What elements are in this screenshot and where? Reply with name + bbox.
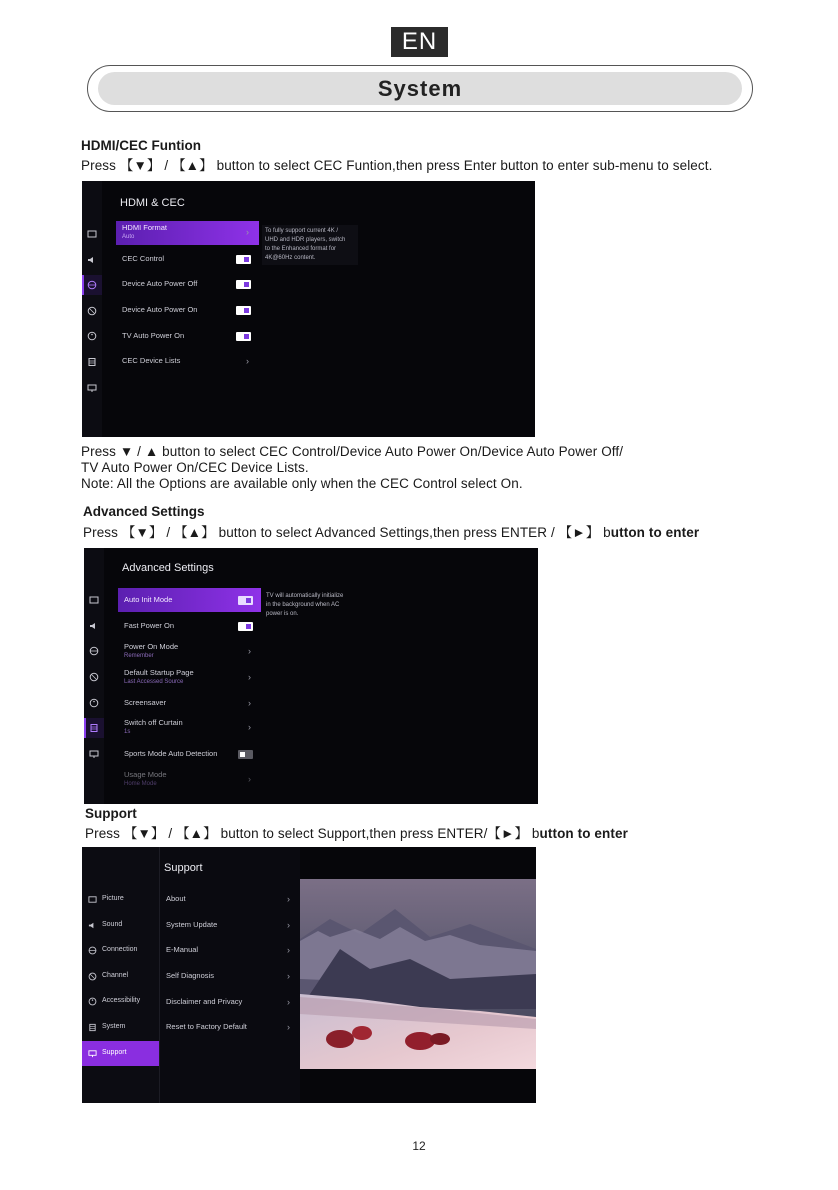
item-label: Device Auto Power On	[122, 305, 198, 314]
settings-sidebar	[82, 847, 159, 1103]
support-menu	[159, 847, 300, 1103]
hdmi-heading: HDMI/CEC Funtion	[81, 138, 201, 153]
item-label: Self Diagnosis	[166, 971, 214, 980]
picture-icon	[89, 595, 99, 605]
accessibility-icon	[87, 331, 97, 341]
item-label: Device Auto Power Off	[122, 279, 198, 288]
menu-item-tv-auto-power-on[interactable]	[116, 325, 259, 347]
chevron-right-icon: ›	[248, 722, 251, 732]
sidebar-item-label: Sound	[102, 921, 123, 928]
instruction-bold-part: utton to enter	[610, 525, 700, 540]
help-description: To fully support current 4K / UHD and HDR players, switch to the Enhanced format for 4K@60Hz content.	[262, 225, 358, 265]
menu-item-fast-power-on[interactable]	[118, 615, 261, 637]
support-instruction	[85, 822, 628, 842]
menu-item-default-startup-page[interactable]	[118, 666, 261, 688]
item-label: Fast Power On	[124, 621, 175, 630]
menu-item-device-auto-power-on[interactable]	[116, 299, 259, 321]
icon-rail	[84, 548, 104, 804]
sidebar-item-label: Accessibility	[102, 997, 141, 1004]
item-label: System Update	[166, 920, 218, 929]
item-label: Usage Mode	[124, 770, 167, 779]
channel-icon	[87, 306, 97, 316]
system-icon	[89, 723, 99, 733]
help-description: TV will automatically initialize in the background when AC power is on.	[266, 593, 344, 617]
picture-icon	[88, 895, 97, 904]
picture-icon	[87, 229, 97, 239]
accessibility-icon	[88, 997, 97, 1006]
hdmi-cec-screen	[82, 181, 535, 437]
system-icon	[88, 1023, 97, 1032]
menu-item-power-on-mode[interactable]	[118, 640, 261, 662]
panel-title: Advanced Settings	[122, 562, 214, 574]
sidebar-item-label: Picture	[102, 895, 124, 902]
menu-item-auto-init-mode[interactable]	[118, 588, 261, 612]
toggle-switch[interactable]	[236, 306, 251, 315]
sidebar-item-label: Channel	[102, 972, 129, 979]
item-value: Home Mode	[124, 781, 157, 787]
chevron-right-icon: ›	[287, 894, 290, 904]
menu-item-e-manual[interactable]	[160, 939, 300, 961]
chevron-right-icon: ›	[246, 356, 249, 366]
item-label: Auto Init Mode	[124, 595, 173, 604]
language-badge: EN	[391, 27, 448, 57]
sidebar-item-label: Support	[102, 1049, 127, 1056]
advanced-heading: Advanced Settings	[83, 504, 205, 519]
sound-icon	[87, 255, 97, 265]
item-label: Disclaimer and Privacy	[166, 997, 243, 1006]
sidebar-item-label: Connection	[102, 946, 138, 953]
sidebar-item-sound[interactable]	[82, 913, 159, 938]
hdmi-note: Note: All the Options are available only when the CEC Control select On.	[81, 476, 523, 491]
chevron-right-icon: ›	[287, 945, 290, 955]
chevron-right-icon: ›	[287, 971, 290, 981]
chevron-right-icon: ›	[246, 227, 249, 237]
toggle-switch[interactable]	[236, 255, 251, 264]
channel-icon	[88, 972, 97, 981]
sidebar-item-channel[interactable]	[82, 964, 159, 989]
item-value: Auto	[122, 234, 135, 240]
toggle-switch[interactable]	[236, 280, 251, 289]
sound-icon	[89, 621, 99, 631]
item-label: CEC Device Lists	[122, 356, 181, 365]
chevron-right-icon: ›	[248, 646, 251, 656]
item-value: Last Accessed Source	[124, 679, 184, 685]
sound-icon	[88, 921, 97, 930]
hdmi-after-line1: Press ▼ / ▲ button to select CEC Control/Device Auto Power On/Device Auto Power Off/	[81, 444, 624, 459]
accessibility-icon	[89, 698, 99, 708]
menu-item-usage-mode[interactable]	[118, 768, 261, 790]
item-label: CEC Control	[122, 254, 165, 263]
support-icon	[89, 749, 99, 759]
advanced-instruction	[83, 521, 699, 541]
item-value: 1s	[124, 729, 131, 735]
support-heading: Support	[85, 806, 137, 821]
advanced-settings-screen	[84, 548, 538, 804]
item-label: Power On Mode	[124, 642, 179, 651]
chevron-right-icon: ›	[287, 997, 290, 1007]
toggle-switch[interactable]	[236, 332, 251, 341]
toggle-switch[interactable]	[238, 622, 253, 631]
sidebar-item-picture[interactable]	[82, 887, 159, 912]
sidebar-item-accessibility[interactable]	[82, 989, 159, 1014]
menu-item-self-diagnosis[interactable]	[160, 965, 300, 987]
hdmi-instruction: Press 【▼】 / 【▲】 button to select CEC Funtion,then press Enter button to enter sub-menu to select.	[81, 158, 713, 173]
support-icon	[87, 383, 97, 393]
connection-icon	[89, 646, 99, 656]
connection-icon	[88, 946, 97, 955]
chevron-right-icon: ›	[248, 774, 251, 784]
instruction-bold-part: utton to enter	[539, 826, 628, 841]
menu-item-about[interactable]	[160, 888, 300, 910]
hdmi-after-line2: TV Auto Power On/CEC Device Lists.	[81, 460, 309, 475]
support-screen	[82, 847, 536, 1103]
toggle-switch[interactable]	[238, 750, 253, 759]
item-label: Default Startup Page	[124, 668, 194, 677]
icon-rail	[82, 181, 102, 437]
support-icon	[88, 1049, 97, 1058]
item-label: Switch off Curtain	[124, 718, 183, 727]
section-banner	[87, 65, 753, 112]
sidebar-item-label: System	[102, 1023, 126, 1030]
menu-item-cec-control[interactable]	[116, 248, 259, 270]
menu-item-reset-to-factory-default[interactable]	[160, 1016, 300, 1038]
menu-item-disclaimer-and-privacy[interactable]	[160, 991, 300, 1013]
sidebar-item-support[interactable]	[82, 1041, 159, 1066]
instruction-part: Press 【▼】 / 【▲】 button to select Advanced Settings,then press ENTER / 【►】 b	[83, 525, 611, 540]
connection-icon	[87, 280, 97, 290]
item-label: E-Manual	[166, 945, 199, 954]
menu-item-switch-off-curtain[interactable]	[118, 716, 261, 738]
item-label: TV Auto Power On	[122, 331, 185, 340]
toggle-switch[interactable]	[238, 596, 253, 605]
item-label: Sports Mode Auto Detection	[124, 749, 218, 758]
page-number: 12	[412, 1139, 426, 1153]
menu-item-cec-device-lists[interactable]	[116, 350, 259, 372]
instruction-part: Press 【▼】 / 【▲】 button to select Support,then press ENTER/【►】 b	[85, 826, 540, 841]
mountain-background-image	[300, 879, 536, 1069]
menu-item-system-update[interactable]	[160, 914, 300, 936]
item-value: Remember	[124, 653, 154, 659]
system-icon	[87, 357, 97, 367]
panel-title: HDMI & CEC	[120, 197, 185, 209]
menu-item-sports-mode-auto-detection[interactable]	[118, 743, 261, 765]
menu-item-hdmi-format[interactable]	[116, 221, 259, 245]
chevron-right-icon: ›	[287, 1022, 290, 1032]
channel-icon	[89, 672, 99, 682]
menu-item-device-auto-power-off[interactable]	[116, 273, 259, 295]
chevron-right-icon: ›	[248, 672, 251, 682]
chevron-right-icon: ›	[248, 698, 251, 708]
item-label: Screensaver	[124, 698, 167, 707]
menu-item-screensaver[interactable]	[118, 692, 261, 714]
item-label: About	[166, 894, 186, 903]
item-label: HDMI Format	[122, 223, 167, 232]
chevron-right-icon: ›	[287, 920, 290, 930]
sidebar-item-connection[interactable]	[82, 938, 159, 963]
sidebar-item-system[interactable]	[82, 1015, 159, 1040]
item-label: Reset to Factory Default	[166, 1022, 247, 1031]
panel-title: Support	[164, 862, 203, 874]
section-title: System	[98, 72, 742, 105]
